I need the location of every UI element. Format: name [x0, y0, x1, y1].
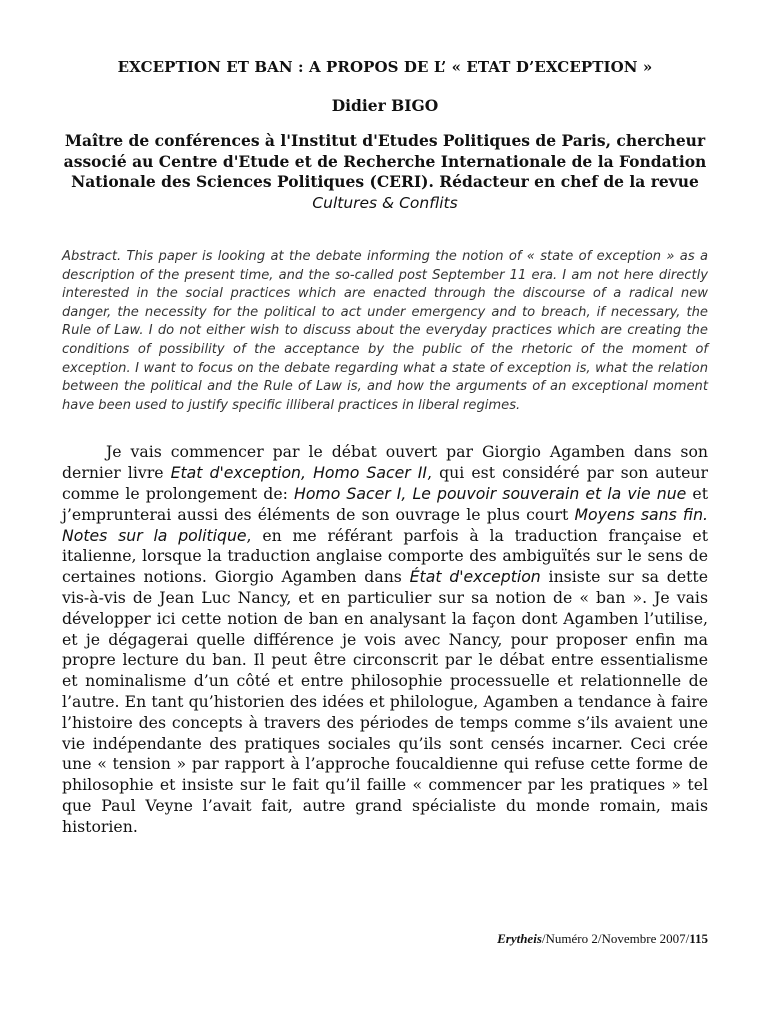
book-title-3: Moyens sans fin. Notes sur la politique [62, 504, 709, 545]
affiliation-text: Maître de conférences à l'Institut d'Etudes Politiques de Paris, chercheur associé au Centre d'Etude et de Recherche Internationale de la Fondation Nationale des Sciences Politiques (CERI). Rédacteur en chef de la revue [63, 131, 707, 191]
footer-issue: /Numéro 2/Novembre 2007/ [541, 931, 690, 946]
article-title: EXCEPTION ET BAN : A PROPOS DE L’ « ETAT D’EXCEPTION » [117, 58, 653, 76]
body-text-2: , qui est considéré par son auteur comme le prolongement de: [62, 463, 708, 503]
body-text-1: Je vais commencer par le débat ouvert par Giorgio Agamben dans son dernier livre [62, 442, 708, 483]
author-name: Didier BIGO [331, 96, 439, 115]
book-title-2: Homo Sacer I, Le pouvoir souverain et la vie nue [294, 483, 687, 503]
body-text-3: et j’emprunterai aussi des éléments de son ouvrage le plus court [62, 483, 708, 524]
footer-journal: Erytheis [497, 931, 542, 946]
footer-page-number: 115 [689, 931, 708, 946]
abstract: Abstract. This paper is looking at the debate informing the notion of « state of exception » as a description of the present time, and the so-called post September 11 era. I am not here directly interested in the social practices which are enacted through the discourse of a radical new danger, the necessity for the political to act under emergency and to breach, if necessary, the Rule of Law. I do not either wish to discuss about the everyday practices which are creating the conditions of possibility of the acceptance by the public of the rhetoric of the moment of exception. I want to focus on the debate regarding what a state of exception is, what the relation between the political and the Rule of Law is, and how the arguments of an exceptional moment have been used to justify specific illiberal practices in liberal regimes. [62, 249, 708, 413]
page-footer [62, 931, 708, 947]
author-affiliation [62, 131, 708, 213]
document-page [62, 0, 708, 837]
book-title-4: État d'exception [409, 567, 541, 587]
book-title-1: Etat d'exception, Homo Sacer II [170, 463, 428, 483]
affiliation-journal: Cultures & Conflits [312, 193, 458, 212]
body-paragraph [62, 442, 708, 837]
body-text-4: , en me référant parfois à la traduction française et italienne, lorsque la traduction anglaise comporte des ambiguïtés sur le sens de certaines notions. Giorgio Agamben dans [62, 525, 709, 587]
body-text-5: insiste sur sa dette vis-à-vis de Jean Luc Nancy, et en particulier sur sa notion de « ban ». Je vais développer ici cette notion de ban en analysant la façon dont Agamben l’utilise, et je dégagerai quelle différence je vois avec Nancy, pour proposer enfin ma propre lecture du ban. Il peut être circonscrit par le débat entre essentialisme et nominalisme d’un côté et entre philosophie processuelle et relationnelle de l’autre. En tant qu’historien des idées et philologue, Agamben a tendance à faire l’histoire des concepts à travers des périodes de temps comme s’ils avaient une vie indépendante des pratiques sociales qu’ils sont censés incarner. Ceci crée une « tension » par rapport à l’approche foucaldienne qui refuse cette forme de philosophie et insiste sur le fait qu’il faille « commencer par les pratiques » tel que Paul Veyne l’avait fait, autre grand spécialiste du monde romain, mais historien. [62, 567, 708, 836]
